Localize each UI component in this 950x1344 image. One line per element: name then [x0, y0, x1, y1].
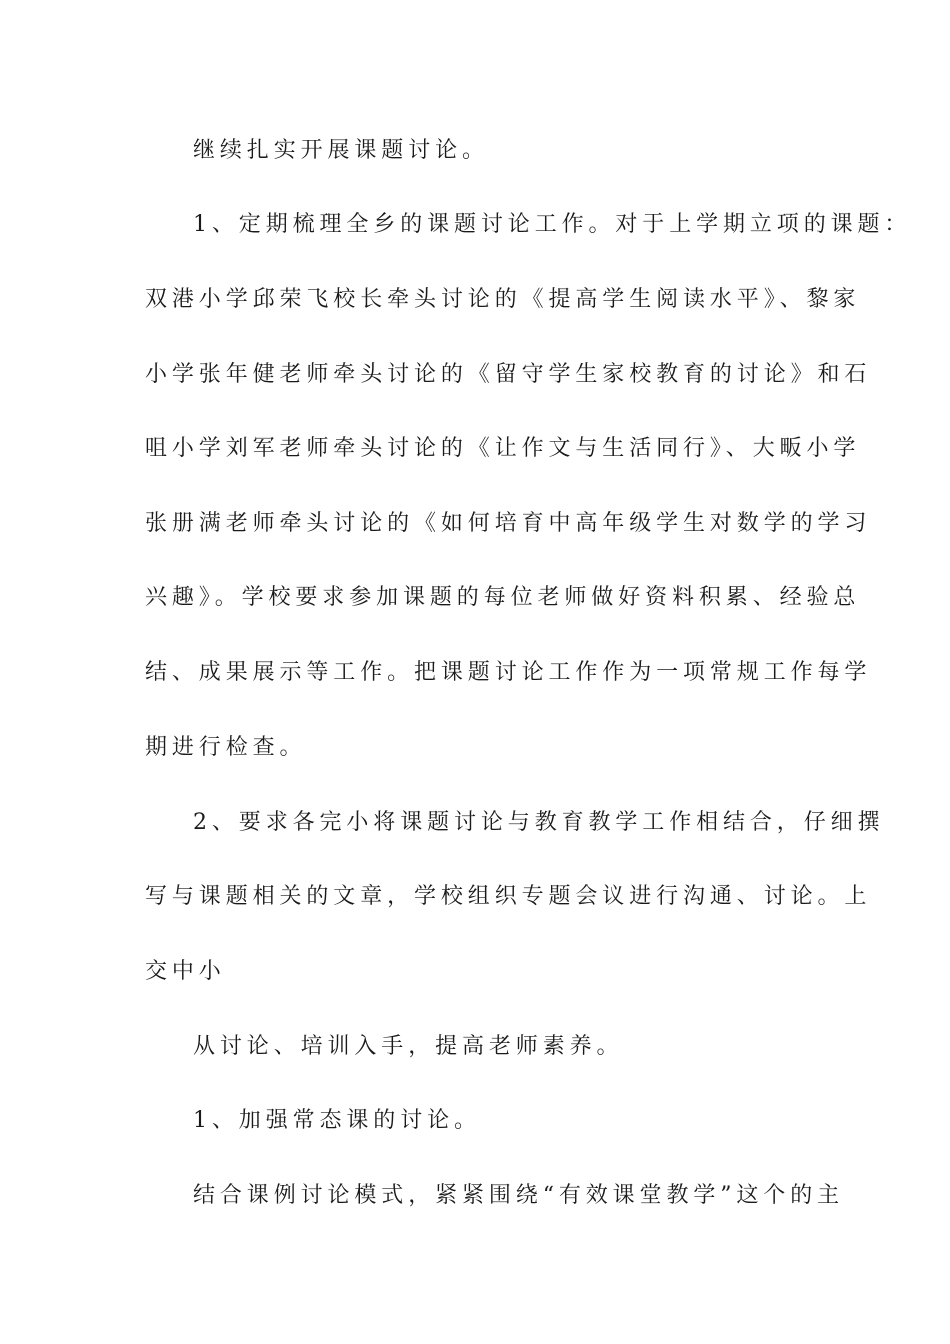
- text-line: 结合课例讨论模式，紧紧围绕“有效课堂教学”这个的主: [193, 1183, 844, 1208]
- text-line: 写与课题相关的文章，学校组织专题会议进行沟通、讨论。上: [145, 884, 872, 909]
- text-line: 2、要求各完小将课题讨论与教育教学工作相结合，仔细撰: [193, 810, 885, 835]
- text-line: 张册满老师牵头讨论的《如何培育中高年级学生对数学的学习: [145, 511, 872, 536]
- text-line: 从讨论、培训入手，提高老师素养。: [193, 1034, 624, 1059]
- text-line: 小学张年健老师牵头讨论的《留守学生家校教育的讨论》和石: [145, 362, 872, 387]
- text-line: 继续扎实开展课题讨论。: [193, 138, 489, 163]
- text-line: 期进行检查。: [145, 735, 307, 760]
- text-line: 双港小学邱荣飞校长牵头讨论的《提高学生阅读水平》、黎家: [145, 287, 861, 312]
- text-line: 咀小学刘军老师牵头讨论的《让作文与生活同行》、大畈小学: [145, 436, 861, 461]
- text-line: 1、加强常态课的讨论。: [193, 1108, 481, 1133]
- text-line: 结、成果展示等工作。把课题讨论工作作为一项常规工作每学: [145, 660, 872, 685]
- text-line: 1、定期梳理全乡的课题讨论工作。对于上学期立项的课题：: [193, 212, 912, 237]
- text-line: 兴趣》。学校要求参加课题的每位老师做好资料积累、经验总: [145, 585, 861, 610]
- text-line: 交中小: [145, 959, 226, 984]
